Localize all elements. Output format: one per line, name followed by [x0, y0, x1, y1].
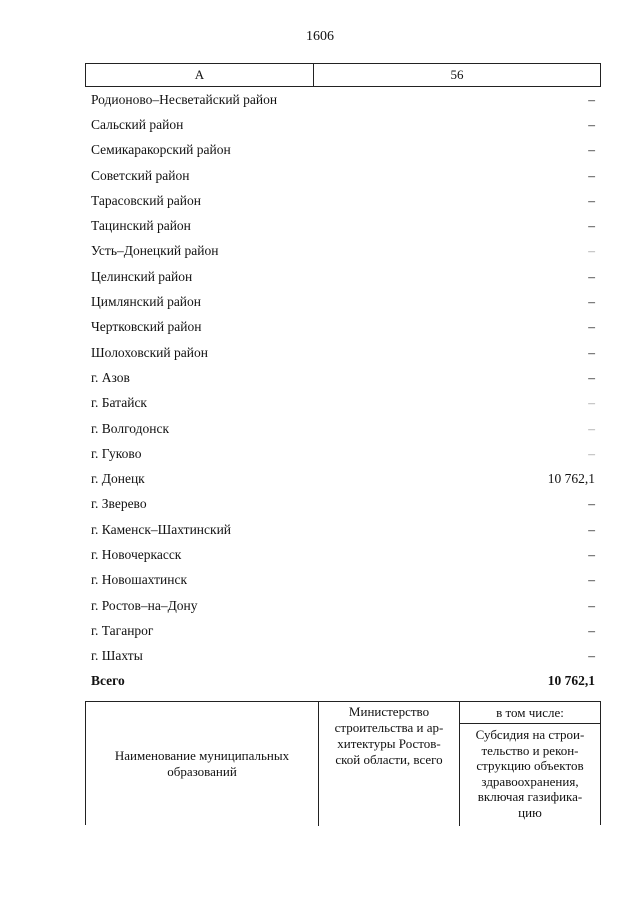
municipality-name: г. Новошахтинск	[91, 572, 187, 588]
row-value: –	[588, 496, 595, 512]
municipality-name: Целинский район	[91, 268, 193, 284]
header-line: хитектуры Ростов-	[337, 736, 441, 751]
municipality-name: Сальский район	[91, 116, 184, 132]
municipality-name: Семикаракорский район	[91, 142, 231, 158]
header-line: Наименование муниципальных	[114, 748, 290, 763]
table-row	[85, 365, 601, 390]
table-row	[85, 391, 601, 416]
municipality-name: Тацинский район	[91, 218, 191, 234]
column-header-a: А	[86, 64, 314, 86]
row-value: –	[588, 344, 595, 360]
column-header-table	[85, 63, 601, 87]
row-value: –	[588, 445, 595, 461]
table-row	[85, 264, 601, 289]
table-row	[85, 416, 601, 441]
municipality-name: Чертковский район	[91, 319, 202, 335]
row-value: –	[588, 521, 595, 537]
municipality-name: г. Ростов–на–Дону	[91, 597, 198, 613]
table-row	[85, 593, 601, 618]
row-value: –	[588, 192, 595, 208]
municipality-name: г. Шахты	[91, 648, 143, 664]
total-label: Всего	[91, 673, 125, 689]
table-row	[85, 87, 601, 112]
table-row	[85, 492, 601, 517]
municipality-name: г. Волгодонск	[91, 420, 170, 436]
header-line: тельство и рекон-	[481, 742, 579, 758]
row-value: –	[588, 319, 595, 335]
table-row	[85, 644, 601, 669]
municipality-name: Родионово–Несветайский район	[91, 91, 278, 107]
row-value: –	[588, 546, 595, 562]
table-row	[85, 163, 601, 188]
table-row	[85, 213, 601, 238]
page-number: 1606	[306, 29, 334, 44]
table-row	[85, 618, 601, 643]
header-line: струкцию объектов	[476, 758, 584, 774]
subsidy-column-header	[460, 724, 600, 826]
header-line: Министерство	[348, 704, 430, 719]
row-value: –	[588, 294, 595, 310]
header-line: образований	[167, 764, 237, 779]
total-value: 10 762,1	[547, 673, 595, 689]
ministry-column-header	[319, 702, 460, 826]
row-value: –	[588, 218, 595, 234]
header-line: ской области, всего	[335, 752, 443, 767]
municipality-name: г. Донецк	[91, 471, 145, 487]
municipality-name: Шолоховский район	[91, 344, 208, 360]
total-row	[85, 669, 601, 694]
table-row	[85, 568, 601, 593]
municipality-name: г. Гуково	[91, 445, 142, 461]
row-value: –	[588, 167, 595, 183]
table-row	[85, 542, 601, 567]
table-row	[85, 239, 601, 264]
column-header-56: 56	[450, 67, 464, 82]
municipality-name: Тарасовский район	[91, 192, 201, 208]
row-value: –	[588, 369, 595, 385]
row-value: –	[588, 243, 595, 259]
table-row	[85, 315, 601, 340]
table-row	[85, 138, 601, 163]
row-value: –	[588, 597, 595, 613]
row-value: –	[588, 268, 595, 284]
municipality-name: г. Азов	[91, 369, 130, 385]
row-value: –	[588, 622, 595, 638]
row-value: –	[588, 648, 595, 664]
table-row	[85, 289, 601, 314]
municipality-name: Усть–Донецкий район	[91, 243, 219, 259]
header-line: включая газифика-	[477, 789, 583, 805]
header-line: Субсидия на строи-	[475, 727, 585, 742]
row-value: –	[588, 91, 595, 107]
header-line: здравоохранения,	[481, 773, 579, 789]
municipality-name: г. Зверево	[91, 496, 147, 512]
row-value: 10 762,1	[547, 471, 595, 487]
municipality-name: г. Батайск	[91, 395, 147, 411]
table-row	[85, 340, 601, 365]
row-value: –	[588, 572, 595, 588]
municipality-name: г. Новочеркасск	[91, 546, 182, 562]
municipality-name: г. Таганрог	[91, 622, 154, 638]
table-row	[85, 188, 601, 213]
municipality-name: г. Каменск–Шахтинский	[91, 521, 232, 537]
municipality-name: Советский район	[91, 167, 190, 183]
table-row	[85, 517, 601, 542]
row-value: –	[588, 142, 595, 158]
municipality-column-header	[86, 702, 319, 826]
including-column-header: в том числе:	[460, 702, 600, 724]
table-row	[85, 466, 601, 491]
header-line: цию	[518, 804, 542, 820]
municipality-name: Цимлянский район	[91, 294, 202, 310]
municipality-list	[85, 87, 601, 694]
continued-table-header	[85, 701, 601, 825]
table-row	[85, 112, 601, 137]
table-row	[85, 441, 601, 466]
row-value: –	[588, 116, 595, 132]
row-value: –	[588, 395, 595, 411]
row-value: –	[588, 420, 595, 436]
header-line: строительства и ар-	[334, 720, 444, 735]
